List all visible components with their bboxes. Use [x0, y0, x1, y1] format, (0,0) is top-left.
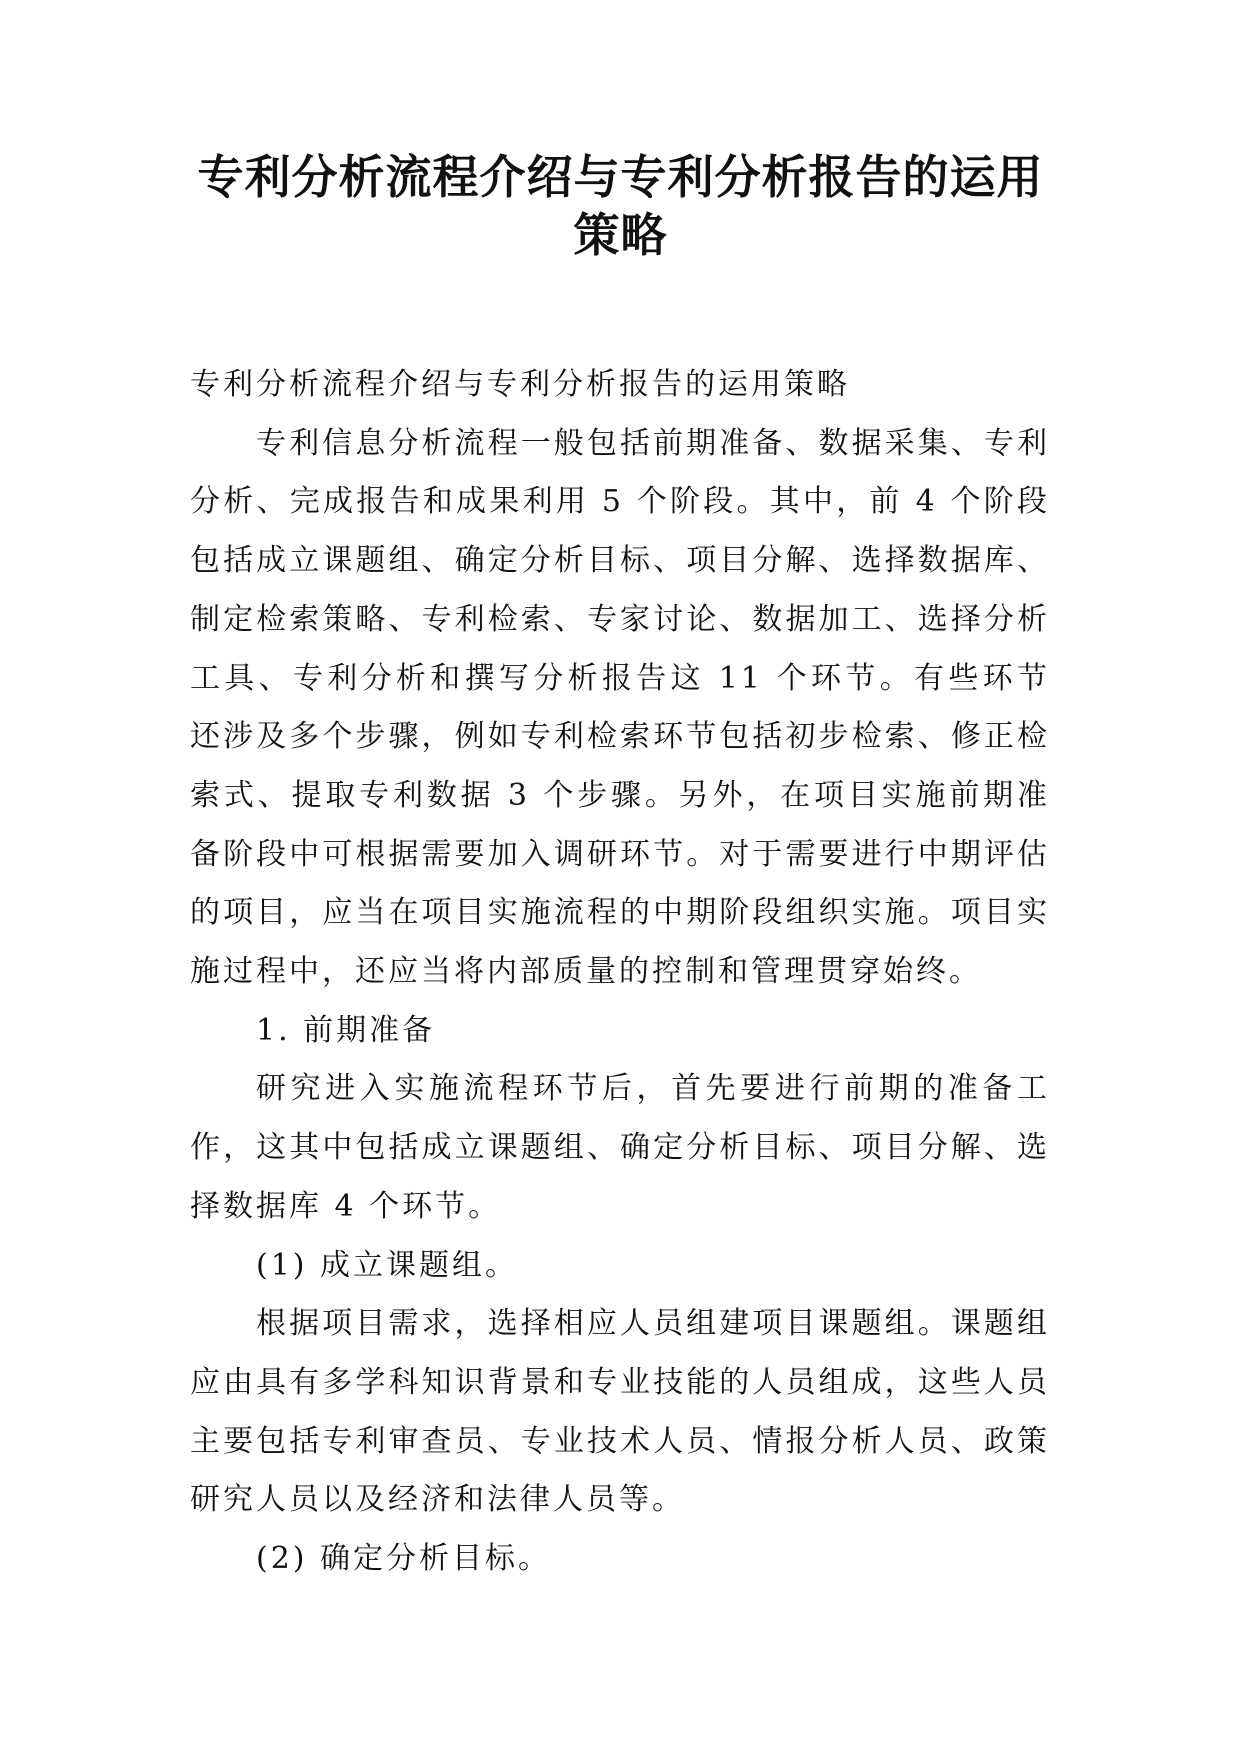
- body-paragraph: 研究进入实施流程环节后，首先要进行前期的准备工作，这其中包括成立课题组、确定分析目标、项目分解、选择数据库 4 个环节。: [190, 1071, 1050, 1224]
- subtitle-paragraph: 专利分析流程介绍与专利分析报告的运用策略: [190, 367, 850, 402]
- document-body: [190, 356, 1050, 1589]
- section-heading: 1. 前期准备: [256, 1012, 436, 1048]
- document-title: 专利分析流程介绍与专利分析报告的运用策略: [197, 150, 1044, 262]
- subsection-heading: (2) 确定分析目标。: [256, 1541, 552, 1577]
- subsection-heading: (1) 成立课题组。: [256, 1247, 519, 1283]
- body-paragraph: 根据项目需求，选择相应人员组建项目课题组。课题组应由具有多学科知识背景和专业技能的人员组成，这些人员主要包括专利审查员、专业技术人员、情报分析人员、政策研究人员以及经济和法律人员等。: [190, 1306, 1050, 1518]
- body-paragraph: 专利信息分析流程一般包括前期准备、数据采集、专利分析、完成报告和成果利用 5 个阶段。其中，前 4 个阶段包括成立课题组、确定分析目标、项目分解、选择数据库、制定检索策略、专利检索、专家讨论、数据加工、选择分析工具、专利分析和撰写分析报告这 11 个环节。有些环节还涉及多个步骤，例如专利检索环节包括初步检索、修正检索式、提取专利数据 3 个步骤。另外，在项目实施前期准备阶段中可根据需要加入调研环节。对于需要进行中期评估的项目，应当在项目实施流程的中期阶段组织实施。项目实施过程中，还应当将内部质量的控制和管理贯穿始终。: [190, 425, 1050, 990]
